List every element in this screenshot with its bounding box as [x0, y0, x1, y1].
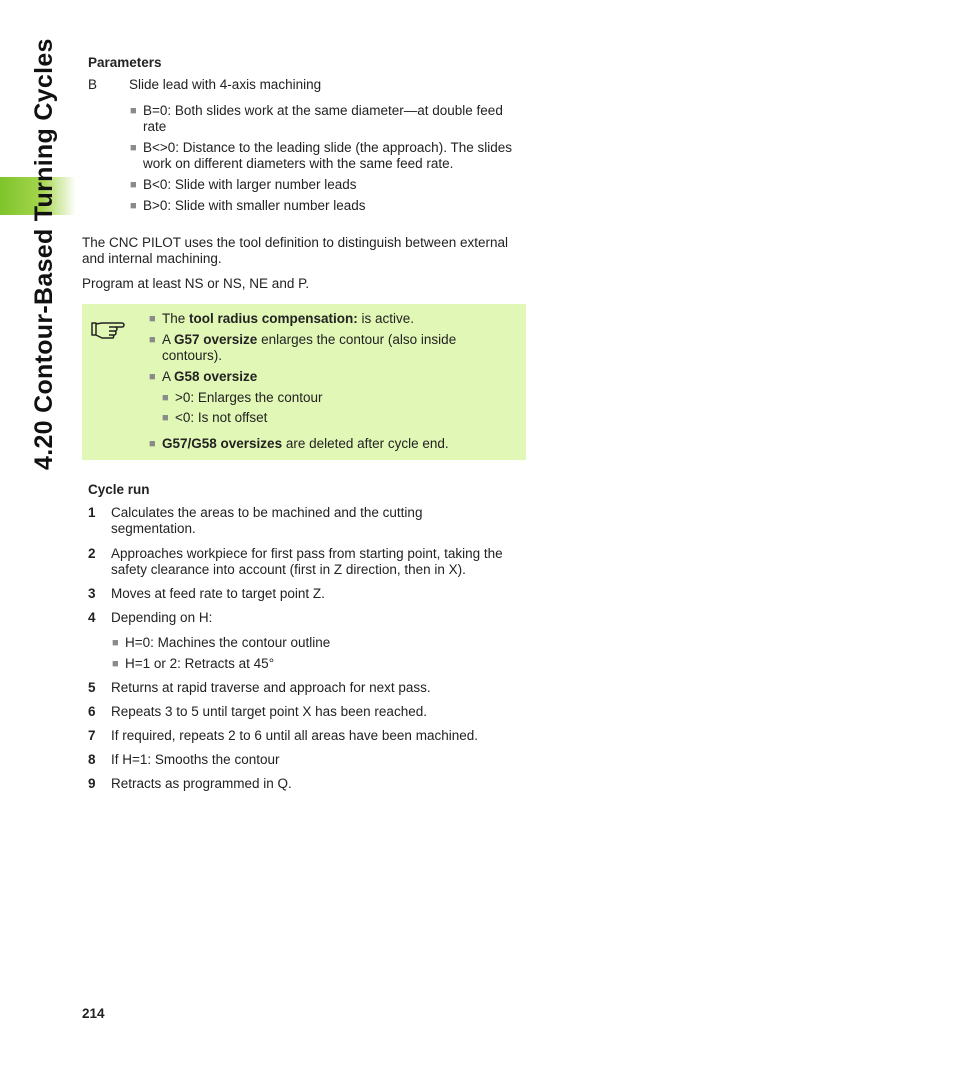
square-bullet-icon: ■ — [162, 412, 169, 424]
param-key: B — [88, 77, 98, 92]
square-bullet-icon: ■ — [149, 313, 156, 325]
note-bullet: ■ The tool radius compensation: is active. — [149, 311, 415, 326]
param-description: Slide lead with 4-axis machining — [129, 77, 322, 92]
square-bullet-icon: ■ — [149, 334, 156, 346]
page-number: 214 — [82, 1006, 105, 1021]
note-box — [82, 304, 526, 460]
square-bullet-icon: ■ — [130, 142, 137, 154]
pointing-hand-icon — [90, 314, 126, 340]
note-sub-bullet: ■ <0: Is not offset — [162, 410, 268, 425]
step-sub-bullet: ■ H=1 or 2: Retracts at 45° — [112, 656, 275, 671]
note-bullet: ■ A G57 oversize enlarges the contour (also inside contours). — [149, 332, 457, 363]
param-bullet: ■ B>0: Slide with smaller number leads — [130, 198, 366, 213]
param-bullet: ■ B<>0: Distance to the leading slide (the approach). The slides work on different diameters with the same feed rate. — [130, 140, 512, 171]
square-bullet-icon: ■ — [130, 179, 137, 191]
square-bullet-icon: ■ — [130, 105, 137, 117]
param-bullet: ■ B<0: Slide with larger number leads — [130, 177, 357, 192]
body-paragraph: The CNC PILOT uses the tool definition to distinguish between external and internal machining. — [82, 235, 508, 266]
note-bullet: ■ G57/G58 oversizes are deleted after cycle end. — [149, 436, 449, 451]
square-bullet-icon: ■ — [112, 637, 119, 649]
param-bullet: ■ B=0: Both slides work at the same diameter—at double feed rate — [130, 103, 503, 134]
step-sub-bullet: ■ H=0: Machines the contour outline — [112, 635, 331, 650]
note-bullet: ■ A G58 oversize — [149, 369, 258, 384]
body-paragraph: Program at least NS or NS, NE and P. — [82, 276, 310, 291]
note-sub-bullet: ■ >0: Enlarges the contour — [162, 390, 323, 405]
cycle-run-heading: Cycle run — [88, 482, 150, 497]
square-bullet-icon: ■ — [162, 392, 169, 404]
square-bullet-icon: ■ — [149, 371, 156, 383]
parameters-heading: Parameters — [88, 55, 162, 70]
square-bullet-icon: ■ — [130, 200, 137, 212]
chapter-title: 4.20 Contour-Based Turning Cycles — [30, 38, 58, 470]
square-bullet-icon: ■ — [112, 658, 119, 670]
square-bullet-icon: ■ — [149, 438, 156, 450]
